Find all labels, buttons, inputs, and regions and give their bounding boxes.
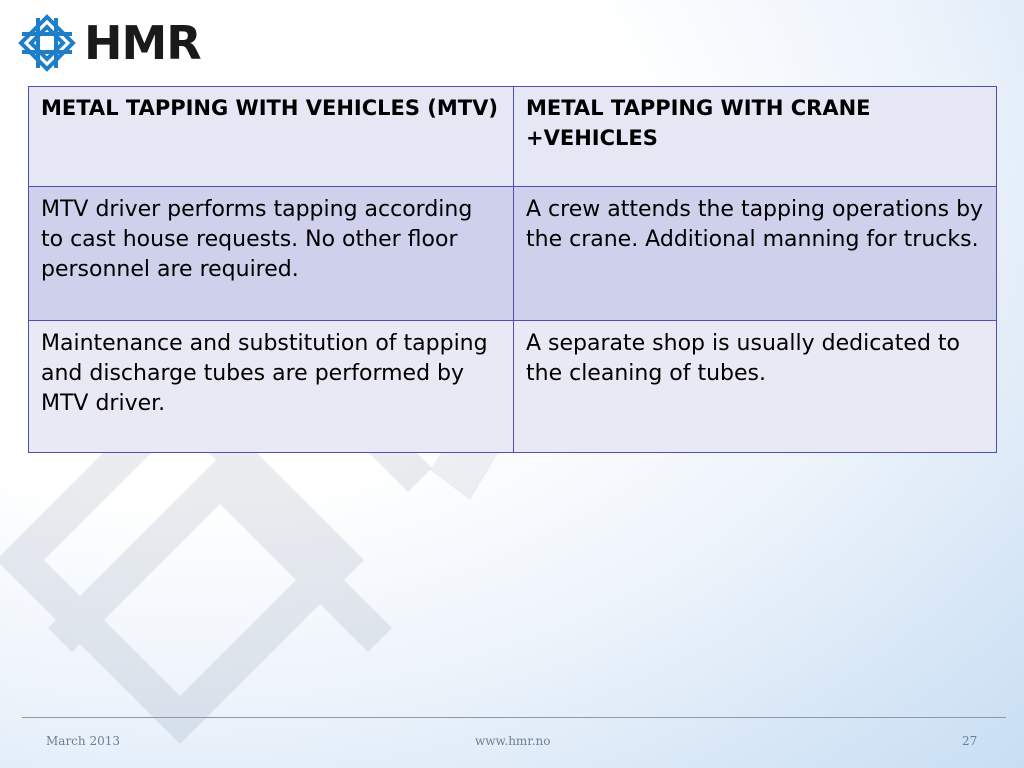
hmr-logo <box>18 14 201 72</box>
footer-date: March 2013 <box>46 734 120 748</box>
table-row <box>29 321 997 453</box>
table-cell: MTV driver performs tapping according to cast house requests. No other floor personnel are required. <box>29 187 514 321</box>
table-cell: A separate shop is usually dedicated to the cleaning of tubes. <box>514 321 997 453</box>
header-crane-vehicles: METAL TAPPING WITH CRANE +VEHICLES <box>514 87 997 187</box>
header-mtv: METAL TAPPING WITH VEHICLES (MTV) <box>29 87 514 187</box>
page-number: 27 <box>962 734 978 748</box>
hmr-knot-icon <box>18 14 76 72</box>
table-row <box>29 187 997 321</box>
table-cell: Maintenance and substitution of tapping and discharge tubes are performed by MTV driver. <box>29 321 514 453</box>
logo-text: HMR <box>84 16 201 70</box>
table-header-row <box>29 87 997 187</box>
comparison-table <box>28 86 997 453</box>
footer-divider <box>22 717 1006 718</box>
footer-url: www.hmr.no <box>475 734 551 748</box>
table-cell: A crew attends the tapping operations by the crane. Additional manning for trucks. <box>514 187 997 321</box>
